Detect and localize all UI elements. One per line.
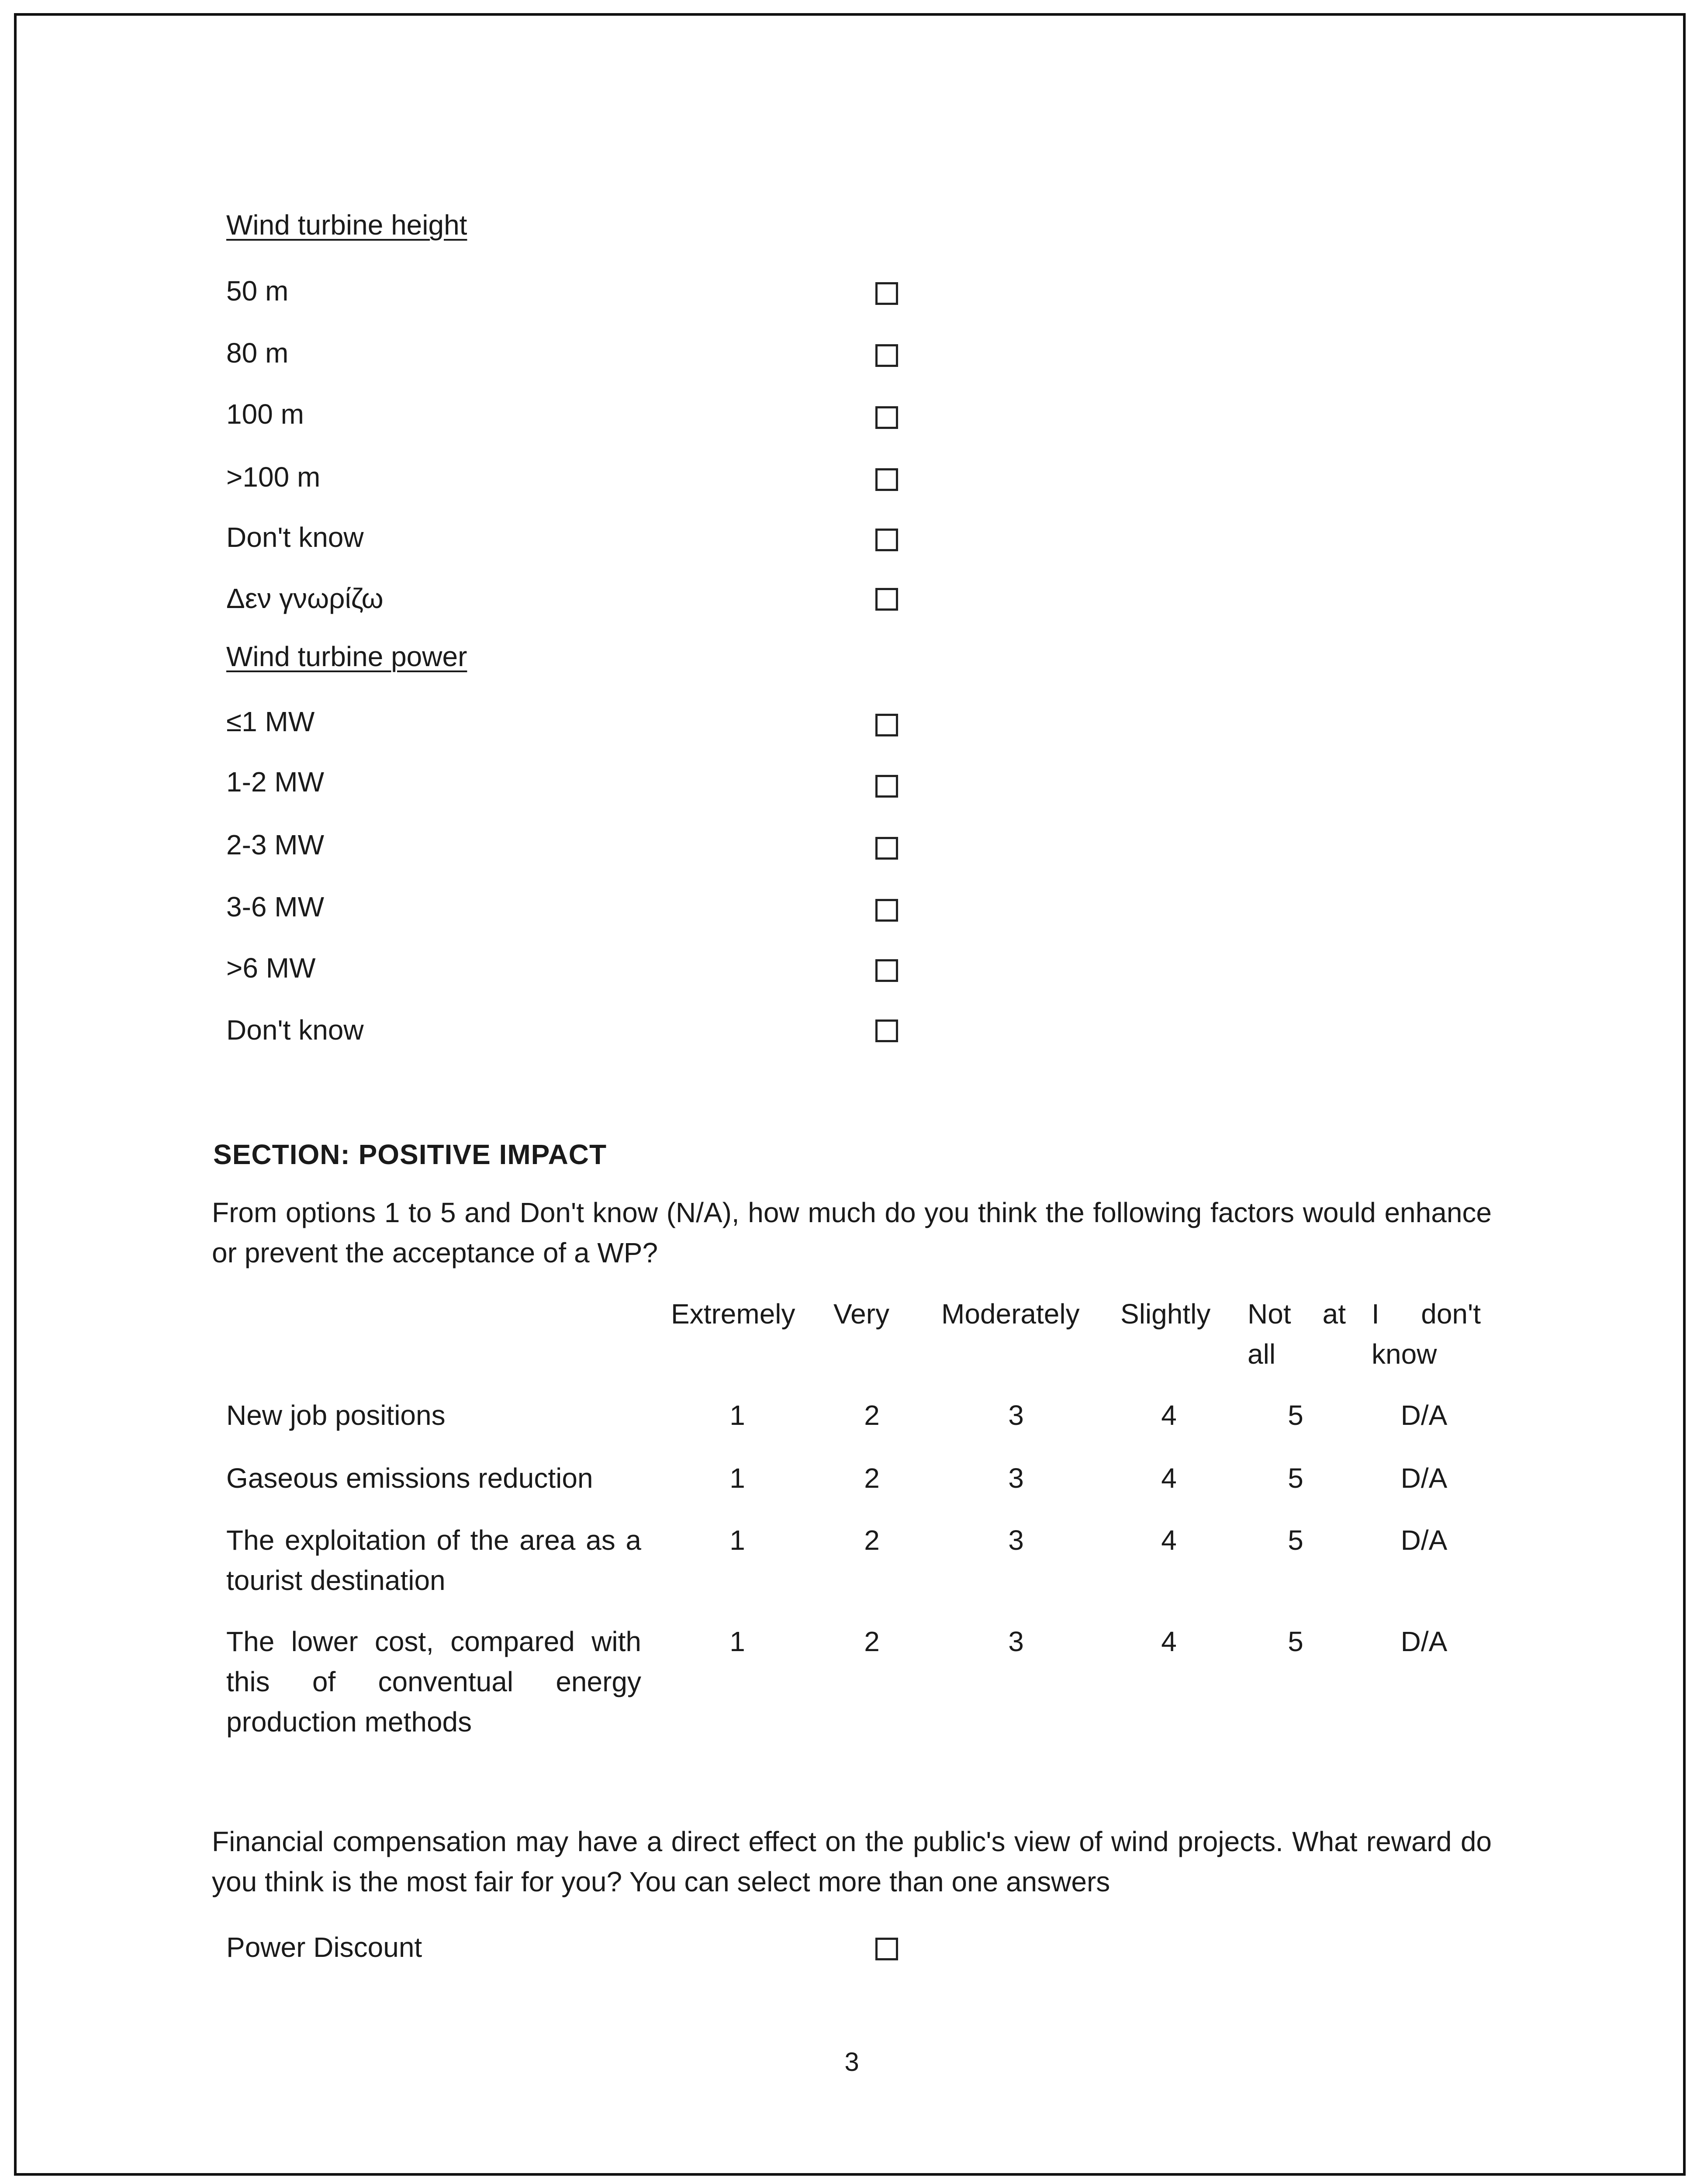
scale-option-5[interactable]: 5 (1288, 1626, 1303, 1657)
column-header: Slightly (1120, 1298, 1211, 1330)
column-header: Moderately (941, 1298, 1080, 1330)
height-option-checkbox[interactable] (875, 344, 898, 367)
height-option-label: Δεν γνωρίζω (226, 583, 384, 614)
scale-option-da[interactable]: D/A (1400, 1462, 1448, 1494)
power-option-label: 2-3 MW (226, 829, 324, 860)
height-option-checkbox[interactable] (875, 282, 898, 305)
height-option-checkbox[interactable] (875, 529, 898, 551)
scale-option-4[interactable]: 4 (1161, 1626, 1177, 1657)
power-option-checkbox[interactable] (875, 775, 898, 798)
impact-row-label: Gaseous emissions reduction (226, 1462, 593, 1494)
power-option-checkbox[interactable] (875, 1019, 898, 1042)
impact-question: From options 1 to 5 and Don't know (N/A), how much do you think the following factors would enhance or prevent the acceptance of a WP? (212, 1197, 1492, 1268)
scale-option-4[interactable]: 4 (1161, 1524, 1177, 1556)
scale-option-1[interactable]: 1 (729, 1400, 745, 1431)
height-option-label: 80 m (226, 337, 289, 369)
height-option-checkbox[interactable] (875, 588, 898, 611)
impact-row-label: The lower cost, compared with this of conventual energy production methods (226, 1626, 641, 1738)
scale-option-da[interactable]: D/A (1400, 1400, 1448, 1431)
column-header: Not at all (1248, 1298, 1346, 1370)
compensation-question: Financial compensation may have a direct effect on the public's view of wind projects. What reward do you think is the most fair for you? You can select more than one answers (212, 1826, 1492, 1897)
section-title: SECTION: POSITIVE IMPACT (213, 1139, 607, 1170)
height-option-label: 100 m (226, 398, 304, 430)
scale-option-4[interactable]: 4 (1161, 1462, 1177, 1494)
height-option-label: Don't know (226, 522, 364, 553)
compensation-option-label: Power Discount (226, 1932, 422, 1963)
power-option-label: ≤1 MW (226, 706, 315, 737)
power-option-checkbox[interactable] (875, 837, 898, 860)
power-option-checkbox[interactable] (875, 899, 898, 922)
scale-option-3[interactable]: 3 (1008, 1626, 1024, 1657)
scale-option-4[interactable]: 4 (1161, 1400, 1177, 1431)
power-option-checkbox[interactable] (875, 714, 898, 736)
scale-option-2[interactable]: 2 (864, 1626, 880, 1657)
column-header: Very (833, 1298, 890, 1330)
height-option-checkbox[interactable] (875, 406, 898, 429)
height-option-label: >100 m (226, 461, 321, 493)
power-option-label: >6 MW (226, 952, 316, 984)
impact-row-label: New job positions (226, 1400, 446, 1431)
scale-option-da[interactable]: D/A (1400, 1524, 1448, 1556)
scale-option-5[interactable]: 5 (1288, 1524, 1303, 1556)
scale-option-da[interactable]: D/A (1400, 1626, 1448, 1657)
scale-option-5[interactable]: 5 (1288, 1462, 1303, 1494)
power-option-label: Don't know (226, 1014, 364, 1046)
power-option-label: 1-2 MW (226, 766, 324, 798)
scale-option-3[interactable]: 3 (1008, 1524, 1024, 1556)
scale-option-2[interactable]: 2 (864, 1524, 880, 1556)
power-option-checkbox[interactable] (875, 959, 898, 982)
height-option-label: 50 m (226, 275, 289, 307)
scale-option-2[interactable]: 2 (864, 1400, 880, 1431)
height-option-checkbox[interactable] (875, 468, 898, 491)
column-header: Extremely (671, 1298, 795, 1330)
scale-option-2[interactable]: 2 (864, 1462, 880, 1494)
scale-option-1[interactable]: 1 (729, 1524, 745, 1556)
impact-row-label: The exploitation of the area as a tourist destination (226, 1524, 641, 1596)
power-section-title: Wind turbine power (226, 641, 467, 672)
power-option-label: 3-6 MW (226, 891, 324, 923)
compensation-option-checkbox[interactable] (875, 1938, 898, 1960)
scale-option-1[interactable]: 1 (729, 1462, 745, 1494)
scale-option-3[interactable]: 3 (1008, 1400, 1024, 1431)
scale-option-1[interactable]: 1 (729, 1626, 745, 1657)
column-header: I don't know (1372, 1298, 1481, 1370)
scale-option-3[interactable]: 3 (1008, 1462, 1024, 1494)
scale-option-5[interactable]: 5 (1288, 1400, 1303, 1431)
height-section-title: Wind turbine height (226, 209, 467, 241)
page-number: 3 (844, 2047, 859, 2077)
